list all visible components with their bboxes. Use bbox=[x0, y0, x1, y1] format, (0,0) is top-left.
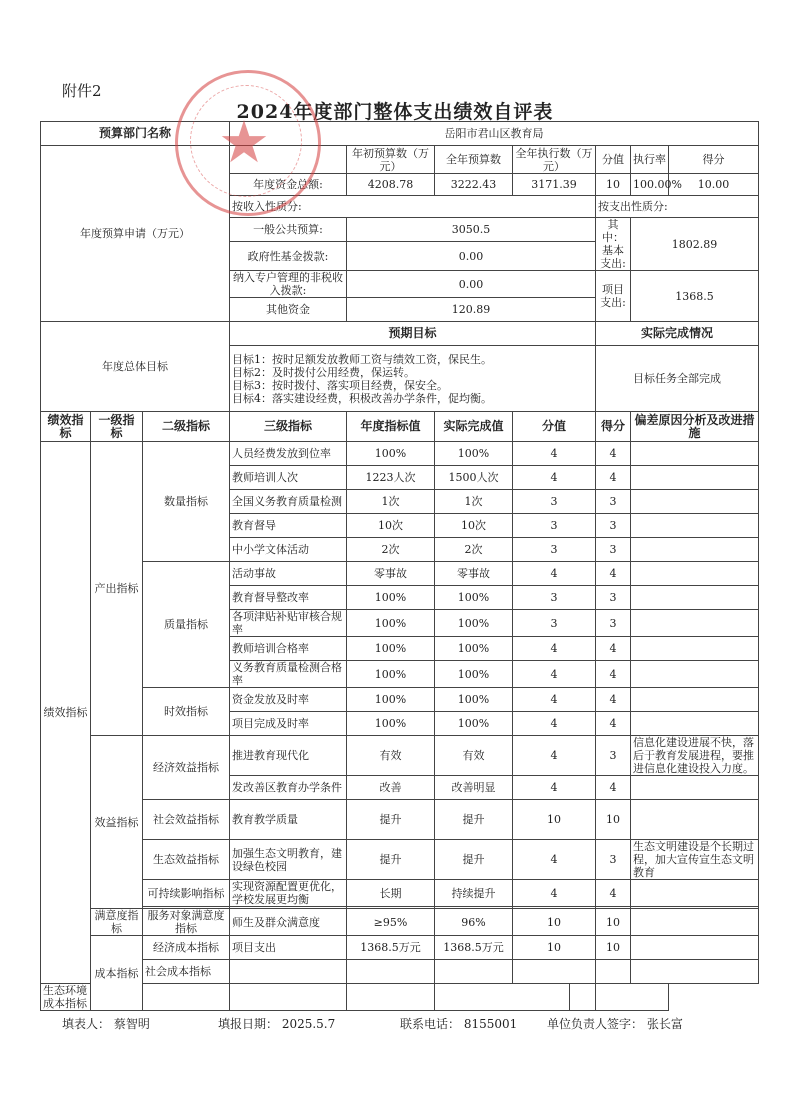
actual-value: 有效 bbox=[435, 736, 513, 776]
weight: 4 bbox=[513, 688, 596, 712]
target-value: 1次 bbox=[347, 490, 435, 514]
level2-timeliness: 时效指标 bbox=[143, 688, 230, 736]
perf-row bbox=[41, 800, 759, 840]
target-value: 100% bbox=[347, 586, 435, 610]
score: 4 bbox=[596, 776, 631, 800]
actual-value bbox=[347, 984, 435, 1011]
goal-item: 目标4：落实建设经费，积极改善办学条件，促均衡。 bbox=[232, 391, 492, 405]
score: 3 bbox=[596, 490, 631, 514]
attachment-label: 附件2 bbox=[62, 82, 102, 100]
perf-row bbox=[41, 688, 759, 712]
weight: 4 bbox=[513, 466, 596, 490]
income-value: 3050.5 bbox=[347, 218, 596, 242]
evaluation-table bbox=[40, 121, 759, 1011]
target-value: 100% bbox=[347, 688, 435, 712]
perf-row bbox=[41, 880, 759, 907]
score: 4 bbox=[596, 442, 631, 466]
perf-head-8: 偏差原因分析及改进措施 bbox=[631, 412, 759, 442]
score: 3 bbox=[596, 538, 631, 562]
weight: 10 bbox=[513, 936, 596, 960]
level2-economic: 经济效益指标 bbox=[143, 736, 230, 800]
weight: 3 bbox=[513, 514, 596, 538]
income-label: 纳入专户管理的非税收入拨款: bbox=[230, 271, 347, 298]
perf-row bbox=[41, 736, 759, 776]
actual-value: 改善明显 bbox=[435, 776, 513, 800]
fill-date: 填报日期： 2025.5.7 bbox=[218, 1017, 336, 1031]
total-executed: 3171.39 bbox=[513, 174, 596, 196]
basic-expense-value: 1802.89 bbox=[631, 218, 759, 271]
deviation-note bbox=[631, 712, 759, 736]
level2-quality: 质量指标 bbox=[143, 562, 230, 688]
indicator bbox=[230, 960, 347, 984]
score: 10 bbox=[596, 936, 631, 960]
perf-row bbox=[41, 840, 759, 880]
weight: 4 bbox=[513, 661, 596, 688]
indicator: 师生及群众满意度 bbox=[230, 909, 347, 936]
score: 4 bbox=[596, 637, 631, 661]
score: 4 bbox=[596, 466, 631, 490]
level2-social-cost: 社会成本指标 bbox=[143, 960, 230, 984]
actual-value: 100% bbox=[435, 442, 513, 466]
indicator: 中小学文体活动 bbox=[230, 538, 347, 562]
budget-head-1: 全年预算数 bbox=[435, 146, 513, 174]
target-value: 1223人次 bbox=[347, 466, 435, 490]
level2-service-satisfaction: 服务对象满意度指标 bbox=[143, 909, 230, 936]
perf-head-4: 年度指标值 bbox=[347, 412, 435, 442]
target-value bbox=[230, 984, 347, 1011]
actual-value: 100% bbox=[435, 586, 513, 610]
deviation-note bbox=[631, 442, 759, 466]
indicator bbox=[143, 984, 230, 1011]
perf-head-5: 实际完成值 bbox=[435, 412, 513, 442]
target-value: 长期 bbox=[347, 880, 435, 907]
weight: 4 bbox=[513, 840, 596, 880]
deviation-note bbox=[631, 514, 759, 538]
perf-head-7: 得分 bbox=[596, 412, 631, 442]
target-value: 提升 bbox=[347, 800, 435, 840]
weight: 3 bbox=[513, 610, 596, 637]
indicator: 项目完成及时率 bbox=[230, 712, 347, 736]
level2-ecological: 生态效益指标 bbox=[143, 840, 230, 880]
project-expense-value: 1368.5 bbox=[631, 271, 759, 322]
filler: 填表人： 蔡智明 bbox=[62, 1017, 150, 1031]
level1-satisfaction: 满意度指标 bbox=[91, 909, 143, 936]
actual-value: 100% bbox=[435, 712, 513, 736]
target-value: 100% bbox=[347, 661, 435, 688]
budget-label: 年度预算申请（万元） bbox=[41, 146, 230, 322]
target-value: 改善 bbox=[347, 776, 435, 800]
dept-value: 岳阳市君山区教育局 bbox=[230, 122, 759, 146]
income-label: 其他资金 bbox=[230, 298, 347, 322]
weight: 4 bbox=[513, 562, 596, 586]
score: 3 bbox=[596, 840, 631, 880]
level2-env-cost: 生态环境成本指标 bbox=[41, 984, 91, 1011]
perf-col1: 绩效指标 bbox=[41, 442, 91, 984]
goal-item: 目标3：按时拨付、落实项目经费，保安全。 bbox=[232, 378, 448, 392]
weight: 4 bbox=[513, 776, 596, 800]
project-expense-label: 项目支出: bbox=[596, 271, 631, 322]
goals-header-row bbox=[41, 322, 759, 346]
dept-row bbox=[41, 122, 759, 146]
deviation-note bbox=[631, 586, 759, 610]
actual-value bbox=[435, 960, 513, 984]
score bbox=[570, 984, 596, 1011]
dept-label: 预算部门名称 bbox=[41, 122, 230, 146]
unit-head-sign: 单位负责人签字： 张长富 bbox=[547, 1017, 683, 1031]
indicator: 教师培训人次 bbox=[230, 466, 347, 490]
actual-value: 提升 bbox=[435, 800, 513, 840]
perf-row bbox=[41, 442, 759, 466]
deviation-note bbox=[631, 466, 759, 490]
weight: 3 bbox=[513, 586, 596, 610]
budget-head-4: 执行率 bbox=[631, 146, 669, 174]
target-value: 100% bbox=[347, 637, 435, 661]
basic-expense-label: 其中：基本支出: bbox=[596, 218, 631, 271]
actual-value: 零事故 bbox=[435, 562, 513, 586]
deviation-note bbox=[631, 490, 759, 514]
score: 3 bbox=[596, 586, 631, 610]
total-initial: 4208.78 bbox=[347, 174, 435, 196]
indicator: 资金发放及时率 bbox=[230, 688, 347, 712]
target-value: 有效 bbox=[347, 736, 435, 776]
goal-item: 目标2：及时拨付公用经费，保运转。 bbox=[232, 365, 415, 379]
deviation-note bbox=[631, 661, 759, 688]
score: 4 bbox=[596, 712, 631, 736]
score: 4 bbox=[596, 688, 631, 712]
actual-value: 2次 bbox=[435, 538, 513, 562]
weight bbox=[513, 960, 596, 984]
budget-head-3: 分值 bbox=[596, 146, 631, 174]
actual-value: 1次 bbox=[435, 490, 513, 514]
actual-completion: 目标任务全部完成 bbox=[596, 346, 759, 412]
actual-value: 1368.5万元 bbox=[435, 936, 513, 960]
deviation-note bbox=[631, 960, 759, 984]
weight: 4 bbox=[513, 712, 596, 736]
deviation-note bbox=[631, 800, 759, 840]
total-score: 10.00 bbox=[669, 174, 759, 196]
level2-quantity: 数量指标 bbox=[143, 442, 230, 562]
perf-row bbox=[41, 909, 759, 936]
contact-phone: 联系电话： 8155001 bbox=[400, 1017, 518, 1031]
indicator: 教育督导 bbox=[230, 514, 347, 538]
perf-row bbox=[41, 984, 759, 1011]
indicator: 项目支出 bbox=[230, 936, 347, 960]
indicator: 义务教育质量检测合格率 bbox=[230, 661, 347, 688]
actual-value: 96% bbox=[435, 909, 513, 936]
perf-row bbox=[41, 936, 759, 960]
score: 10 bbox=[596, 909, 631, 936]
level1-output: 产出指标 bbox=[91, 442, 143, 736]
weight: 4 bbox=[513, 637, 596, 661]
target-value: 100% bbox=[347, 442, 435, 466]
deviation-note: 生态文明建设是个长期过程，加大宣传宣生态文明教育 bbox=[631, 840, 759, 880]
target-value: 2次 bbox=[347, 538, 435, 562]
budget-corner bbox=[230, 146, 347, 174]
indicator: 各项津贴补贴审核合规率 bbox=[230, 610, 347, 637]
indicator: 人员经费发放到位率 bbox=[230, 442, 347, 466]
score: 4 bbox=[596, 562, 631, 586]
deviation-note bbox=[631, 880, 759, 907]
budget-header-row bbox=[41, 146, 759, 174]
weight: 3 bbox=[513, 538, 596, 562]
target-value: 1368.5万元 bbox=[347, 936, 435, 960]
target-value bbox=[347, 960, 435, 984]
level2-sustainable: 可持续影响指标 bbox=[143, 880, 230, 907]
indicator: 发改善区教育办学条件 bbox=[230, 776, 347, 800]
weight: 3 bbox=[513, 490, 596, 514]
actual-value: 100% bbox=[435, 637, 513, 661]
indicator: 教育督导整改率 bbox=[230, 586, 347, 610]
income-value: 0.00 bbox=[347, 271, 596, 298]
level2-economic-cost: 经济成本指标 bbox=[143, 936, 230, 960]
budget-head-0: 年初预算数（万元） bbox=[347, 146, 435, 174]
actual-value: 10次 bbox=[435, 514, 513, 538]
score: 3 bbox=[596, 736, 631, 776]
perf-row bbox=[41, 562, 759, 586]
actual-value: 1500人次 bbox=[435, 466, 513, 490]
perf-head-3: 三级指标 bbox=[230, 412, 347, 442]
deviation-note: 信息化建设进展不快，落后于教育发展进程，要推进信息化建设投入力度。 bbox=[631, 736, 759, 776]
income-label: 政府性基金拨款: bbox=[230, 242, 347, 271]
actual-value: 100% bbox=[435, 610, 513, 637]
deviation-note bbox=[631, 637, 759, 661]
target-value: 100% bbox=[347, 712, 435, 736]
perf-header-row bbox=[41, 412, 759, 442]
actual-value: 提升 bbox=[435, 840, 513, 880]
actual-value: 100% bbox=[435, 688, 513, 712]
weight: 10 bbox=[513, 800, 596, 840]
score: 4 bbox=[596, 661, 631, 688]
income-nature-label: 按收入性质分: bbox=[230, 196, 596, 218]
total-exec-rate: 100.00% bbox=[631, 174, 669, 196]
actual-value: 持续提升 bbox=[435, 880, 513, 907]
target-value: 100% bbox=[347, 610, 435, 637]
weight bbox=[435, 984, 570, 1011]
perf-head-1: 一级指标 bbox=[91, 412, 143, 442]
budget-head-2: 全年执行数（万元） bbox=[513, 146, 596, 174]
perf-head-0: 绩效指标 bbox=[41, 412, 91, 442]
deviation-note bbox=[596, 984, 669, 1011]
target-value: 10次 bbox=[347, 514, 435, 538]
weight: 10 bbox=[513, 909, 596, 936]
deviation-note bbox=[631, 610, 759, 637]
actual-value: 100% bbox=[435, 661, 513, 688]
goal-item: 目标1：按时足额发放教师工资与绩效工资，保民生。 bbox=[232, 352, 492, 366]
deviation-note bbox=[631, 936, 759, 960]
total-annual: 3222.43 bbox=[435, 174, 513, 196]
star-icon: ★ bbox=[218, 108, 270, 176]
actual-completion-head: 实际完成情况 bbox=[596, 322, 759, 346]
target-value: ≥95% bbox=[347, 909, 435, 936]
target-value: 零事故 bbox=[347, 562, 435, 586]
income-value: 0.00 bbox=[347, 242, 596, 271]
indicator: 教育教学质量 bbox=[230, 800, 347, 840]
page-title: 2024年度部门整体支出绩效自评表 bbox=[236, 101, 554, 123]
score: 10 bbox=[596, 800, 631, 840]
deviation-note bbox=[631, 538, 759, 562]
deviation-note bbox=[631, 688, 759, 712]
income-value: 120.89 bbox=[347, 298, 596, 322]
score bbox=[596, 960, 631, 984]
level2-social: 社会效益指标 bbox=[143, 800, 230, 840]
deviation-note bbox=[631, 909, 759, 936]
perf-head-6: 分值 bbox=[513, 412, 596, 442]
level1-benefit: 效益指标 bbox=[91, 736, 143, 909]
weight: 4 bbox=[513, 880, 596, 907]
income-label: 一般公共预算: bbox=[230, 218, 347, 242]
deviation-note bbox=[631, 776, 759, 800]
perf-head-2: 二级指标 bbox=[143, 412, 230, 442]
expense-nature-label: 按支出性质分: bbox=[596, 196, 759, 218]
perf-row bbox=[41, 960, 759, 984]
score: 4 bbox=[596, 880, 631, 907]
score: 3 bbox=[596, 610, 631, 637]
indicator: 全国义务教育质量检测 bbox=[230, 490, 347, 514]
total-score-max: 10 bbox=[596, 174, 631, 196]
indicator: 实现资源配置更优化，学校发展更均衡 bbox=[230, 880, 347, 907]
expected-goals-head: 预期目标 bbox=[230, 322, 596, 346]
indicator: 教师培训合格率 bbox=[230, 637, 347, 661]
budget-head-5: 得分 bbox=[669, 146, 759, 174]
total-label: 年度资金总额: bbox=[230, 174, 347, 196]
indicator: 推进教育现代化 bbox=[230, 736, 347, 776]
indicator: 活动事故 bbox=[230, 562, 347, 586]
level1-cost: 成本指标 bbox=[91, 936, 143, 1011]
goals-label: 年度总体目标 bbox=[41, 322, 230, 412]
indicator: 加强生态文明教育，建设绿色校园 bbox=[230, 840, 347, 880]
weight: 4 bbox=[513, 736, 596, 776]
deviation-note bbox=[631, 562, 759, 586]
score: 3 bbox=[596, 514, 631, 538]
weight: 4 bbox=[513, 442, 596, 466]
expected-goals bbox=[230, 346, 596, 412]
target-value: 提升 bbox=[347, 840, 435, 880]
